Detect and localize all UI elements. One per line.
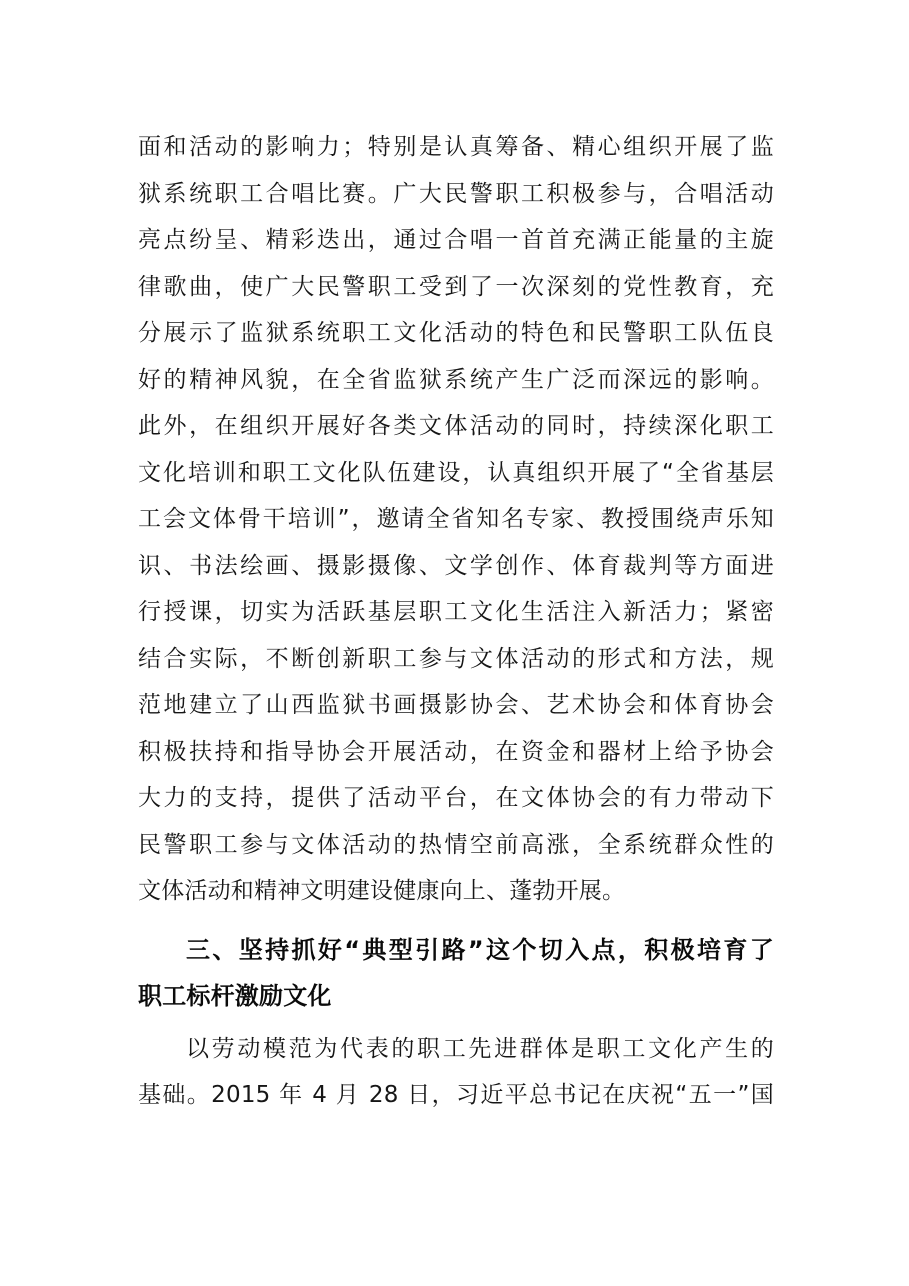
text-line: 文体活动和精神文明建设健康向上、蓬勃开展。: [138, 878, 626, 904]
document-body: [138, 124, 774, 1119]
text-line: 好的精神风貌，在全省监狱系统产生广泛而深远的影响。: [138, 366, 774, 393]
heading-line: 职工标杆激励文化: [138, 982, 332, 1010]
text-line: 识、书法绘画、摄影摄像、文学创作、体育裁判等方面进: [138, 552, 774, 579]
text-line: 律歌曲，使广大民警职工受到了一次深刻的党性教育，充: [138, 273, 774, 300]
text-line: 大力的支持，提供了活动平台，在文体协会的有力带动下: [138, 785, 774, 811]
text-line: 以劳动模范为代表的职工先进群体是职工文化产生的: [186, 1035, 774, 1062]
body-paragraph: [138, 124, 774, 915]
text-line: 狱系统职工合唱比赛。广大民警职工积极参与，合唱活动: [138, 180, 774, 207]
heading-line: 三、坚持抓好“典型引路”这个切入点，积极培育了: [186, 935, 774, 964]
text-line: 积极扶持和指导协会开展活动，在资金和器材上给予协会: [138, 738, 774, 765]
text-line: 工会文体骨干培训”，邀请全省知名专家、教授围绕声乐知: [138, 506, 774, 532]
text-line: 范地建立了山西监狱书画摄影协会、艺术协会和体育协会: [138, 692, 774, 718]
text-line: 此外，在组织开展好各类文体活动的同时，持续深化职工: [138, 413, 774, 439]
text-line: 民警职工参与文体活动的热情空前高涨，全系统群众性的: [138, 831, 774, 858]
text-line: 文化培训和职工文化队伍建设，认真组织开展了“全省基层: [138, 459, 774, 486]
text-line: 结合实际，不断创新职工参与文体活动的形式和方法，规: [138, 645, 774, 672]
text-line: 面和活动的影响力；特别是认真筹备、精心组织开展了监: [138, 134, 774, 160]
text-line: 分展示了监狱系统职工文化活动的特色和民警职工队伍良: [138, 320, 774, 346]
text-line: 行授课，切实为活跃基层职工文化生活注入新活力；紧密: [138, 599, 774, 625]
section-heading: [138, 927, 774, 1020]
body-paragraph: [138, 1026, 774, 1119]
text-line: 基础。2015 年 4 月 28 日，习近平总书记在庆祝“五一”国: [138, 1082, 774, 1108]
text-line: 亮点纷呈、精彩迭出，通过合唱一首首充满正能量的主旋: [138, 227, 774, 253]
